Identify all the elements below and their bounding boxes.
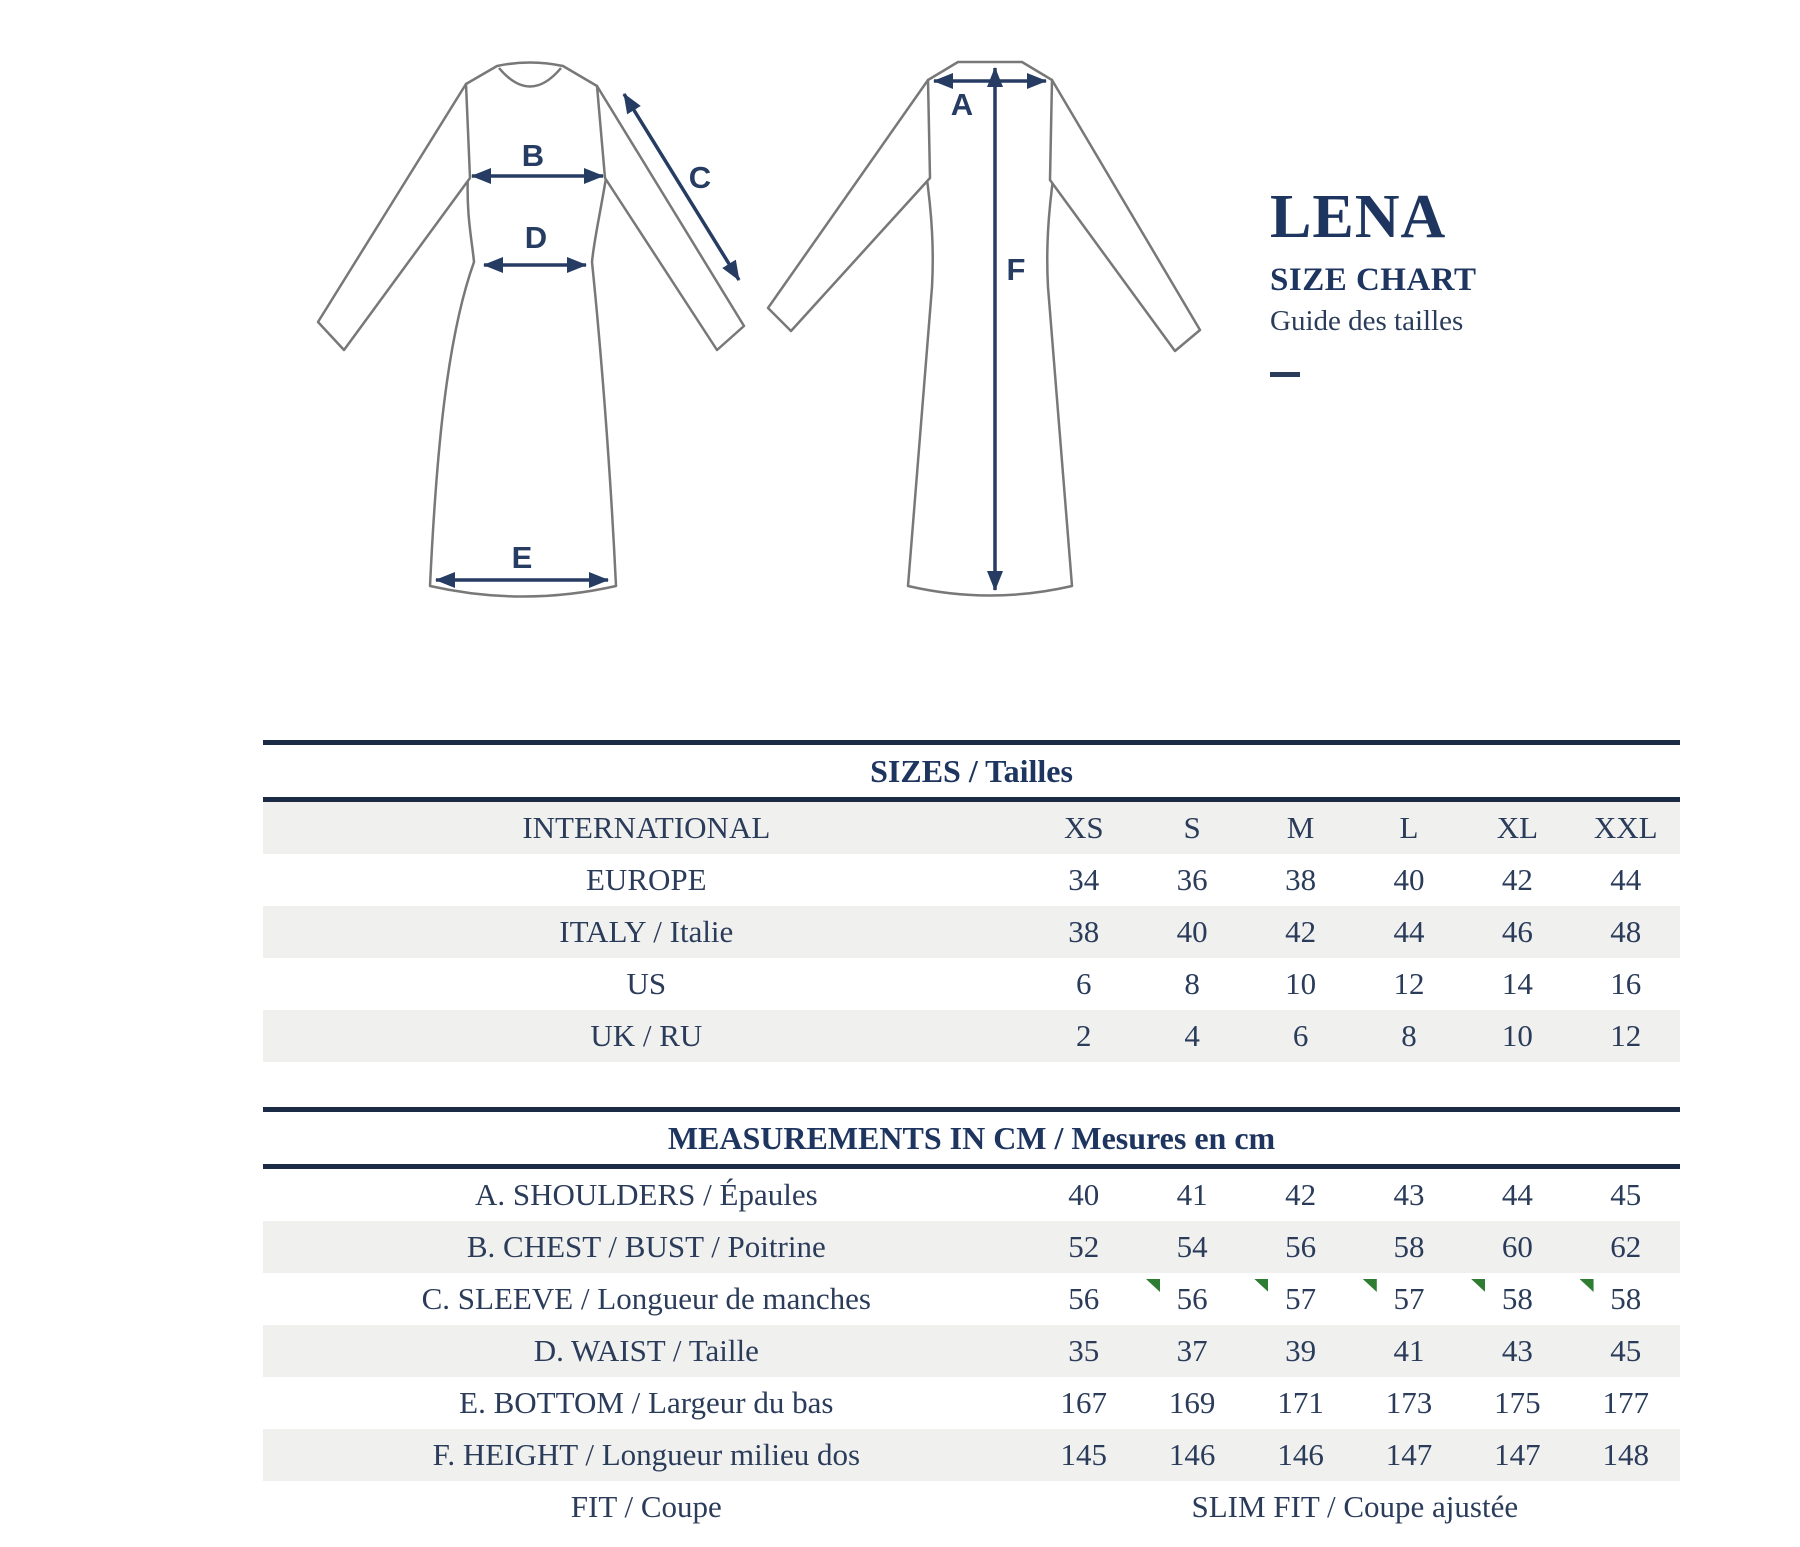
size-value: 44 — [1393, 914, 1425, 949]
measurement-value: 56 — [1068, 1281, 1100, 1316]
measurements-table — [263, 1107, 1680, 1533]
measurement-value: 56 — [1285, 1229, 1317, 1264]
size-value: 44 — [1610, 862, 1642, 897]
measurement-value: 39 — [1285, 1333, 1317, 1368]
measurement-value: 147 — [1494, 1437, 1541, 1472]
size-value: XS — [1063, 810, 1104, 845]
row-label: INTERNATIONAL — [522, 810, 771, 845]
size-value: 12 — [1610, 1018, 1642, 1053]
size-value: 48 — [1610, 914, 1642, 949]
measure-label-c: C — [688, 160, 712, 195]
size-value: 36 — [1176, 862, 1208, 897]
measurement-value: 41 — [1393, 1333, 1425, 1368]
measurement-value: 148 — [1602, 1437, 1649, 1472]
measure-label-b: B — [521, 138, 545, 173]
size-value: 6 — [1076, 966, 1092, 1001]
size-value: XXL — [1593, 810, 1658, 845]
size-value: 46 — [1501, 914, 1533, 949]
table-row-height — [263, 1429, 1680, 1481]
size-value: 34 — [1068, 862, 1100, 897]
table-row-sleeve — [263, 1273, 1680, 1325]
size-value: 42 — [1501, 862, 1533, 897]
measurement-value: 145 — [1060, 1437, 1108, 1472]
measurement-value — [1463, 1273, 1571, 1325]
measurement-value-text: 58 — [1501, 1281, 1533, 1316]
size-value: 8 — [1184, 966, 1200, 1001]
measurement-value — [1246, 1273, 1354, 1325]
green-flag-icon — [1146, 1279, 1160, 1292]
measurement-value: 62 — [1610, 1229, 1642, 1264]
size-value: M — [1286, 810, 1315, 845]
measurement-value: 42 — [1285, 1177, 1317, 1212]
measurement-value: 60 — [1501, 1229, 1533, 1264]
measurement-value: 167 — [1060, 1385, 1108, 1420]
measurement-value: 169 — [1168, 1385, 1216, 1420]
table-row-chest — [263, 1221, 1680, 1273]
size-value: 40 — [1176, 914, 1208, 949]
measurement-value: 52 — [1068, 1229, 1100, 1264]
size-value: 16 — [1610, 966, 1642, 1001]
size-value: 38 — [1068, 914, 1100, 949]
measurement-value-text: 56 — [1176, 1281, 1208, 1316]
table-row-uk-ru — [263, 1010, 1680, 1062]
measurement-value: 58 — [1393, 1229, 1425, 1264]
size-value: 4 — [1184, 1018, 1200, 1053]
table-row-europe — [263, 854, 1680, 906]
measurement-value — [1138, 1273, 1246, 1325]
measurement-value: 43 — [1501, 1333, 1533, 1368]
size-value: 6 — [1292, 1018, 1309, 1053]
green-flag-icon — [1580, 1279, 1594, 1292]
size-value: 2 — [1076, 1018, 1092, 1053]
measurement-value: 43 — [1393, 1177, 1425, 1212]
table-row-italy — [263, 906, 1680, 958]
measurement-value: 54 — [1176, 1229, 1208, 1264]
row-label: C. SLEEVE / Longueur de manches — [421, 1281, 871, 1316]
measurement-value: 146 — [1168, 1437, 1216, 1472]
measure-label-d: D — [524, 220, 548, 255]
row-label: US — [626, 966, 667, 1001]
size-value: 10 — [1285, 966, 1317, 1001]
measurement-value-text: 57 — [1285, 1281, 1317, 1316]
measurement-value: 44 — [1501, 1177, 1533, 1212]
measurement-value: 177 — [1602, 1385, 1649, 1420]
size-value: 38 — [1285, 862, 1317, 897]
row-label: A. SHOULDERS / Épaules — [474, 1177, 818, 1212]
measurement-value: 146 — [1277, 1437, 1324, 1472]
row-label: EUROPE — [586, 862, 707, 897]
measurement-value: 147 — [1385, 1437, 1433, 1472]
row-label: FIT / Coupe — [570, 1489, 722, 1524]
size-value: 10 — [1501, 1018, 1533, 1053]
measurements-table-header: MEASUREMENTS IN CM / Mesures en cm — [263, 1112, 1680, 1164]
sizes-table-header: SIZES / Tailles — [263, 745, 1680, 797]
size-value: 12 — [1393, 966, 1425, 1001]
fit-value: SLIM FIT / Coupe ajustée — [1191, 1489, 1519, 1524]
size-value: 40 — [1393, 862, 1425, 897]
measurement-value: 41 — [1176, 1177, 1208, 1212]
size-value: 8 — [1401, 1018, 1417, 1053]
measurement-value: 45 — [1610, 1177, 1642, 1212]
measurement-value: 35 — [1068, 1333, 1100, 1368]
size-value: 14 — [1501, 966, 1533, 1001]
measurement-value: 171 — [1277, 1385, 1324, 1420]
sizes-table — [263, 740, 1680, 1062]
measurement-value-text: 57 — [1393, 1281, 1425, 1316]
measurement-value: 45 — [1610, 1333, 1642, 1368]
measurement-value — [1572, 1273, 1680, 1325]
table-row-fit — [263, 1481, 1680, 1533]
table-row-us — [263, 958, 1680, 1010]
garment-measurement-diagram — [0, 0, 1800, 650]
table-row-shoulders — [263, 1169, 1680, 1221]
measurement-value — [1355, 1273, 1463, 1325]
table-row-bottom — [263, 1377, 1680, 1429]
measure-label-f: F — [1006, 252, 1026, 287]
size-value: L — [1399, 810, 1419, 845]
row-label: ITALY / Italie — [559, 914, 734, 949]
measure-label-e: E — [511, 540, 533, 575]
measurement-value: 37 — [1176, 1333, 1208, 1368]
row-label: E. BOTTOM / Largeur du bas — [459, 1385, 834, 1420]
product-name: LENA — [1270, 183, 1447, 251]
measurement-value-text: 58 — [1610, 1281, 1642, 1316]
table-row-international — [263, 802, 1680, 854]
title-block — [1270, 183, 1477, 377]
size-chart-heading: SIZE CHART — [1270, 262, 1477, 298]
row-label: F. HEIGHT / Longueur milieu dos — [432, 1437, 861, 1472]
title-divider — [1270, 372, 1300, 377]
green-flag-icon — [1471, 1279, 1485, 1292]
green-flag-icon — [1254, 1279, 1268, 1292]
row-label: D. WAIST / Taille — [533, 1333, 759, 1368]
green-flag-icon — [1363, 1279, 1377, 1292]
size-value: S — [1183, 810, 1201, 845]
measurement-value: 175 — [1494, 1385, 1541, 1420]
dress-back-outline — [768, 62, 1200, 596]
size-value: 42 — [1285, 914, 1317, 949]
measure-label-a: A — [950, 87, 974, 122]
size-value: XL — [1496, 810, 1539, 845]
measurement-value: 40 — [1068, 1177, 1100, 1212]
measurement-value: 173 — [1385, 1385, 1433, 1420]
table-row-waist — [263, 1325, 1680, 1377]
size-chart-subheading-fr: Guide des tailles — [1270, 305, 1464, 338]
row-label: B. CHEST / BUST / Poitrine — [466, 1229, 826, 1264]
row-label: UK / RU — [590, 1018, 703, 1053]
